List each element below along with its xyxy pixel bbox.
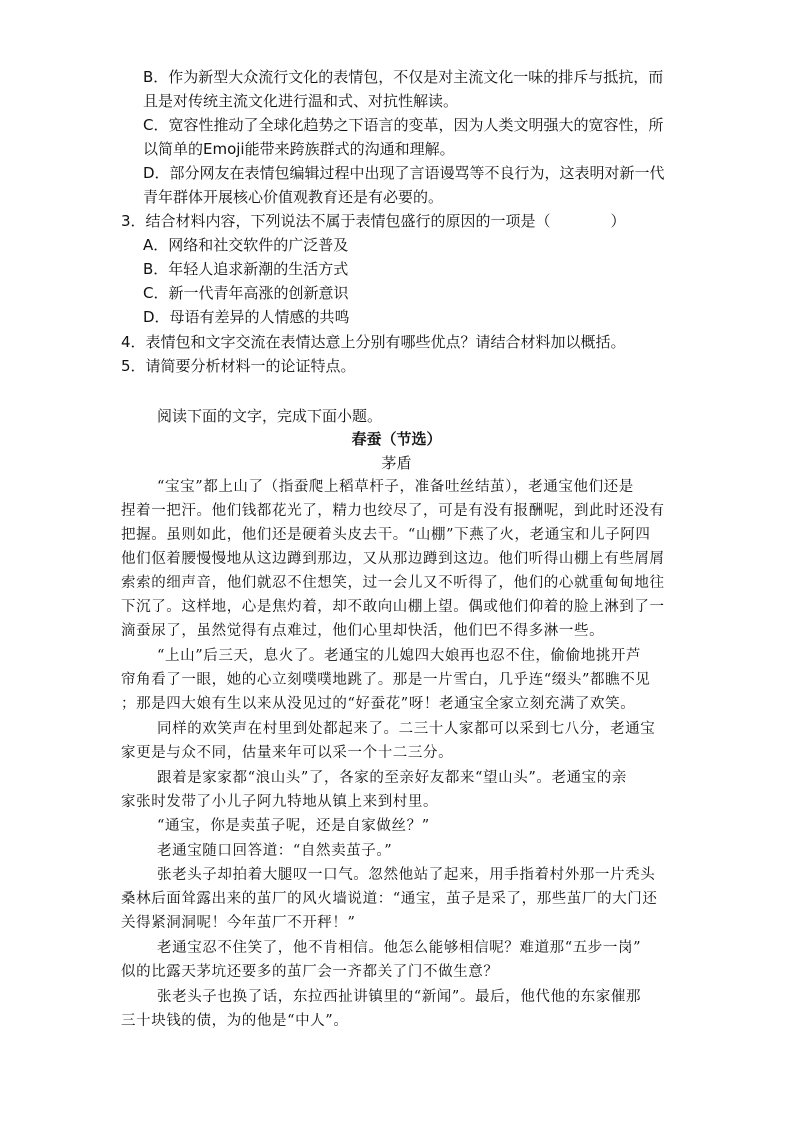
passage-line: 跟着是家家都“浪山头”了，各家的至亲好友都来“望山头”。老通宝的亲 [157,770,627,786]
passage-line: “上山”后三天，息火了。老通宝的儿媳四大娘再也忍不住，偷偷地挑开芦 [157,648,642,664]
q3-stem: 3．结合材料内容，下列说法不属于表情包盛行的原因的一项是（ ） [121,212,626,230]
passage-line: 桑林后面耸露出来的茧厂的风火墙说道：“通宝，茧子是采了，那些茧厂的大门还 [121,891,658,907]
passage-line: 滴蚕尿了，虽然觉得有点难过，他们心里却快活，他们巴不得多淋一些。 [121,623,605,639]
passage-line: 三十块钱的债，为的他是“中人”。 [121,1013,349,1029]
passage-line: 他们伛着腰慢慢地从这边蹲到那边，又从那边蹲到这边。他们听得山棚上有些屑屑 [121,551,665,567]
q2-option-b-line1: B．作为新型大众流行文化的表情包，不仅是对主流文化一味的排斥与抵抗，而 [143,68,664,86]
q2-option-b-line2: 且是对传统主流文化进行温和式、对抗性解读。 [143,92,459,110]
passage-line: 老通宝忍不住笑了，他不肯相信。他怎么能够相信呢？难道那“五步一岗” [157,940,642,956]
passage-line: 索索的细声音，他们就忍不住想笑，过一会儿又不听得了，他们的心就重甸甸地往 [121,575,665,591]
passage-line: 把握。虽则如此，他们还是硬着头皮去干。“山棚”下燕了火，老通宝和儿子阿四 [121,527,651,543]
passage-author: 茅盾 [381,454,412,472]
passage-line: 张老头子也换了话，东拉西扯讲镇里的“新闻”。最后，他代他的东家催那 [157,989,642,1005]
passage-line: “宝宝”都上山了（指蚕爬上稻草杆子，准备吐丝结茧），老通宝他们还是 [157,479,634,495]
passage-title: 春蚕（节选） [351,430,442,448]
passage-line: 同样的欢笑声在村里到处都起来了。二三十人家都可以采到七八分，老通宝 [157,721,656,737]
q2-option-c-line1: C．宽容性推动了全球化趋势之下语言的变革，因为人类文明强大的宽容性，所 [143,116,664,134]
q3-option-c: C．新一代青年高涨的创新意识 [143,284,349,302]
q3-option-d: D．母语有差异的人情感的共鸣 [143,308,350,326]
passage-line: 家张时发带了小儿子阿九特地从镇上来到村里。 [121,794,439,810]
q2-option-d-line1: D．部分网友在表情包编辑过程中出现了言语谩骂等不良行为，这表明对新一代 [143,164,665,182]
reading-instruction: 阅读下面的文字，完成下面小题。 [157,407,383,425]
passage-line: 捏着一把汗。他们钱都花光了，精力也绞尽了，可是有没有报酬呢，到此时还没有 [121,503,665,519]
q5: 5．请简要分析材料一的论证特点。 [121,357,356,375]
passage-line: 下沉了。这样地，心是焦灼着，却不敢向山棚上望。偶或他们仰着的脸上淋到了一 [121,599,665,615]
q3-option-a: A．网络和社交软件的广泛普及 [143,236,349,254]
passage-line: “通宝，你是卖茧子呢，还是自家做丝？” [157,818,430,834]
passage-line: 家更是与众不同，估量来年可以采一个十二三分。 [121,745,454,761]
passage-line: 老通宝随口回答道：“自然卖茧子。” [157,843,393,859]
passage-line: 张老头子却拍着大腿叹一口气。忽然他站了起来，用手指着村外那一片秃头 [157,867,656,883]
passage-line: ；那是四大娘有生以来从没见过的“好蚕花”呀！老通宝全家立刻充满了欢笑。 [121,696,636,712]
passage-line: 似的比露天茅坑还要多的茧厂会一齐都关了门不做生意？ [121,964,499,980]
passage-line: 关得紧洞洞呢！今年茧厂不开秤！” [121,915,356,931]
passage-line: 帘角看了一眼，她的心立刻噗噗地跳了。那是一片雪白，几乎连“缀头”都瞧不见 [121,672,651,688]
q4: 4．表情包和文字交流在表情达意上分别有哪些优点？请结合材料加以概括。 [121,333,626,351]
q2-option-d-line2: 青年群体开展核心价值观教育还是有必要的。 [143,188,444,206]
q3-option-b: B．年轻人追求新潮的生活方式 [143,260,349,278]
q2-option-c-line2: 以简单的Emoji能带来跨族群式的沟通和理解。 [143,140,455,158]
